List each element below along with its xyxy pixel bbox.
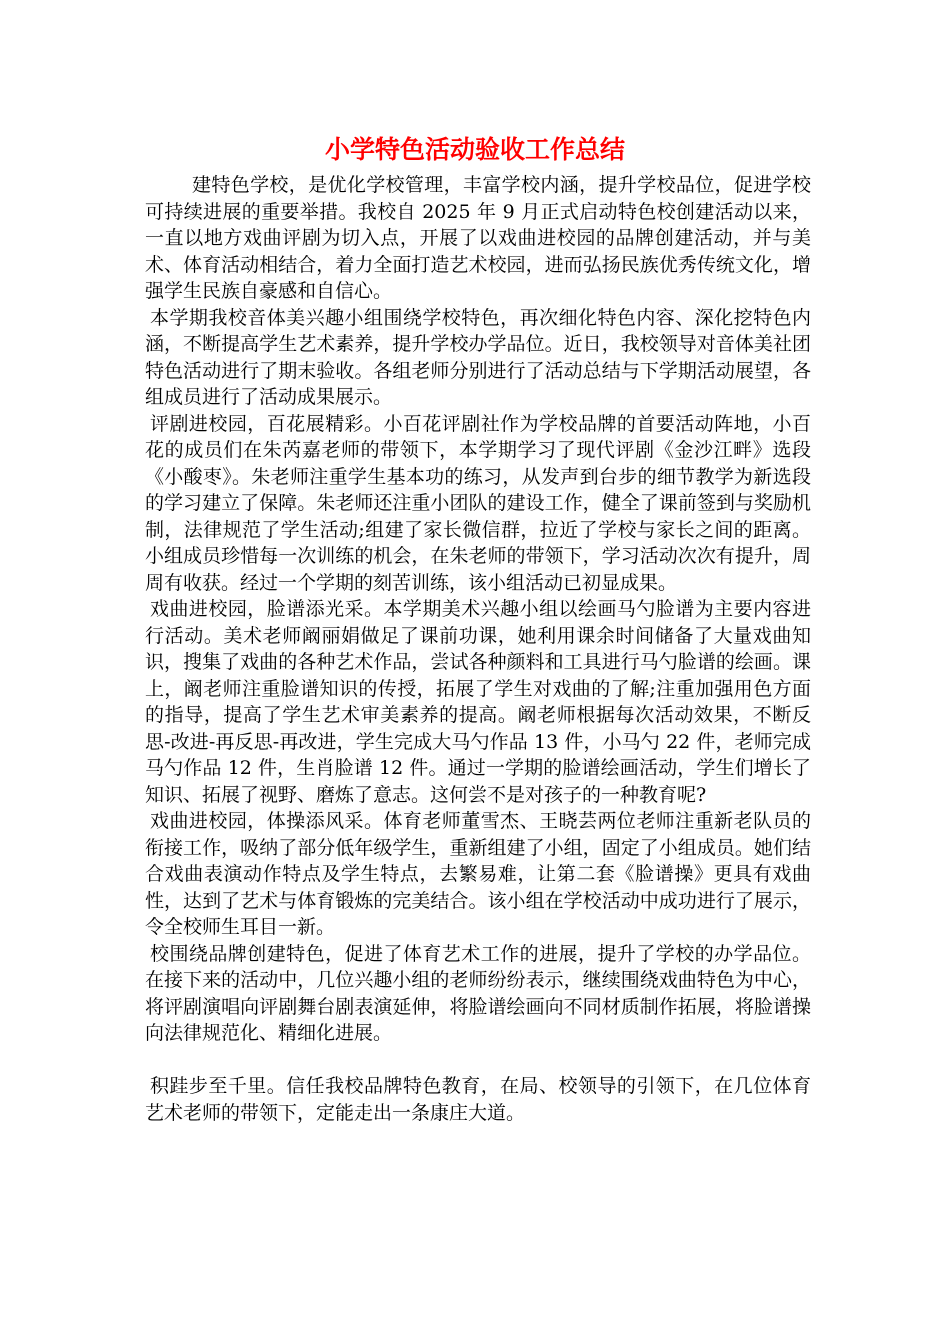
paragraph-intro: 建特色学校，是优化学校管理，丰富学校内涵，提升学校品位，促进学校可持续进展的重要举措。我校自 2025 年 9 月正式启动特色校创建活动以来，一直以地方戏曲评剧为切入点，开展了以戏曲进校园的品牌创建活动，并与美术、体育活动相结合，着力全面打造艺术校园，进而弘扬民族优秀传统文化，增强学生民族自豪感和自信心。 <box>145 174 811 302</box>
paragraph-facial-mask-art: 戏曲进校园，脸谱添光采。本学期美术兴趣小组以绘画马勺脸谱为主要内容进行活动。美术老师阚丽娟做足了课前功课，她利用课余时间储备了大量戏曲知识，搜集了戏曲的各种艺术作品，尝试各种颜料和工具进行马勺脸谱的绘画。课上，阚老师注重脸谱知识的传授，拓展了学生对戏曲的了解;注重加强用色方面的指导，提高了学生艺术审美素养的提高。阚老师根据每次活动效果，不断反思-改进-再反思-再改进，学生完成大马勺作品 13 件，小马勺 22 件，老师完成马勺作品 12 件，生肖脸谱 12 件。通过一学期的脸谱绘画活动，学生们增长了知识、拓展了视野、磨炼了意志。这何尝不是对孩子的一种教育呢? <box>145 598 811 806</box>
paragraph-brand-building: 校围绕品牌创建特色，促进了体育艺术工作的进展，提升了学校的办学品位。在接下来的活动中，几位兴趣小组的老师纷纷表示，继续围绕戏曲特色为中心，将评剧演唱向评剧舞台剧表演延伸，将脸谱绘画向不同材质制作拓展，将脸谱操向法律规范化、精细化进展。 <box>145 942 811 1044</box>
paragraph-conclusion: 积跬步至千里。信任我校品牌特色教育，在局、校领导的引领下，在几位体育艺术老师的带领下，定能走出一条康庄大道。 <box>145 1075 811 1124</box>
paragraph-gymnastics: 戏曲进校园，体操添风采。体育老师董雪杰、王晓芸两位老师注重新老队员的衔接工作，吸纳了部分低年级学生，重新组建了小组，固定了小组成员。她们结合戏曲表演动作特点及学生特点，去繁易难，让第二套《脸谱操》更具有戏曲性，达到了艺术与体育锻炼的完美结合。该小组在学校活动中成功进行了展示，令全校师生耳目一新。 <box>145 810 811 938</box>
paragraph-semester: 本学期我校音体美兴趣小组围绕学校特色，再次细化特色内容、深化挖特色内涵，不断提高学生艺术素养，提升学校办学品位。近日，我校领导对音体美社团特色活动进行了期末验收。各组老师分别进行了活动总结与下学期活动展望，各组成员进行了活动成果展示。 <box>145 306 811 408</box>
paragraph-opera-club: 评剧进校园，百花展精彩。小百花评剧社作为学校品牌的首要活动阵地，小百花的成员们在朱芮嘉老师的带领下，本学期学习了现代评剧《金沙江畔》选段《小酸枣》。朱老师注重学生基本功的练习，从发声到台步的细节教学为新选段的学习建立了保障。朱老师还注重小团队的建设工作，健全了课前签到与奖励机制，法律规范了学生活动;组建了家长微信群，拉近了学校与家长之间的距离。小组成员珍惜每一次训练的机会，在朱老师的带领下，学习活动次次有提升，周周有收获。经过一个学期的刻苦训练，该小组活动已初显成果。 <box>145 412 811 594</box>
document-title: 小学特色活动验收工作总结 <box>324 135 625 164</box>
paragraph-spacer <box>145 1047 811 1074</box>
document-body <box>145 172 811 1126</box>
